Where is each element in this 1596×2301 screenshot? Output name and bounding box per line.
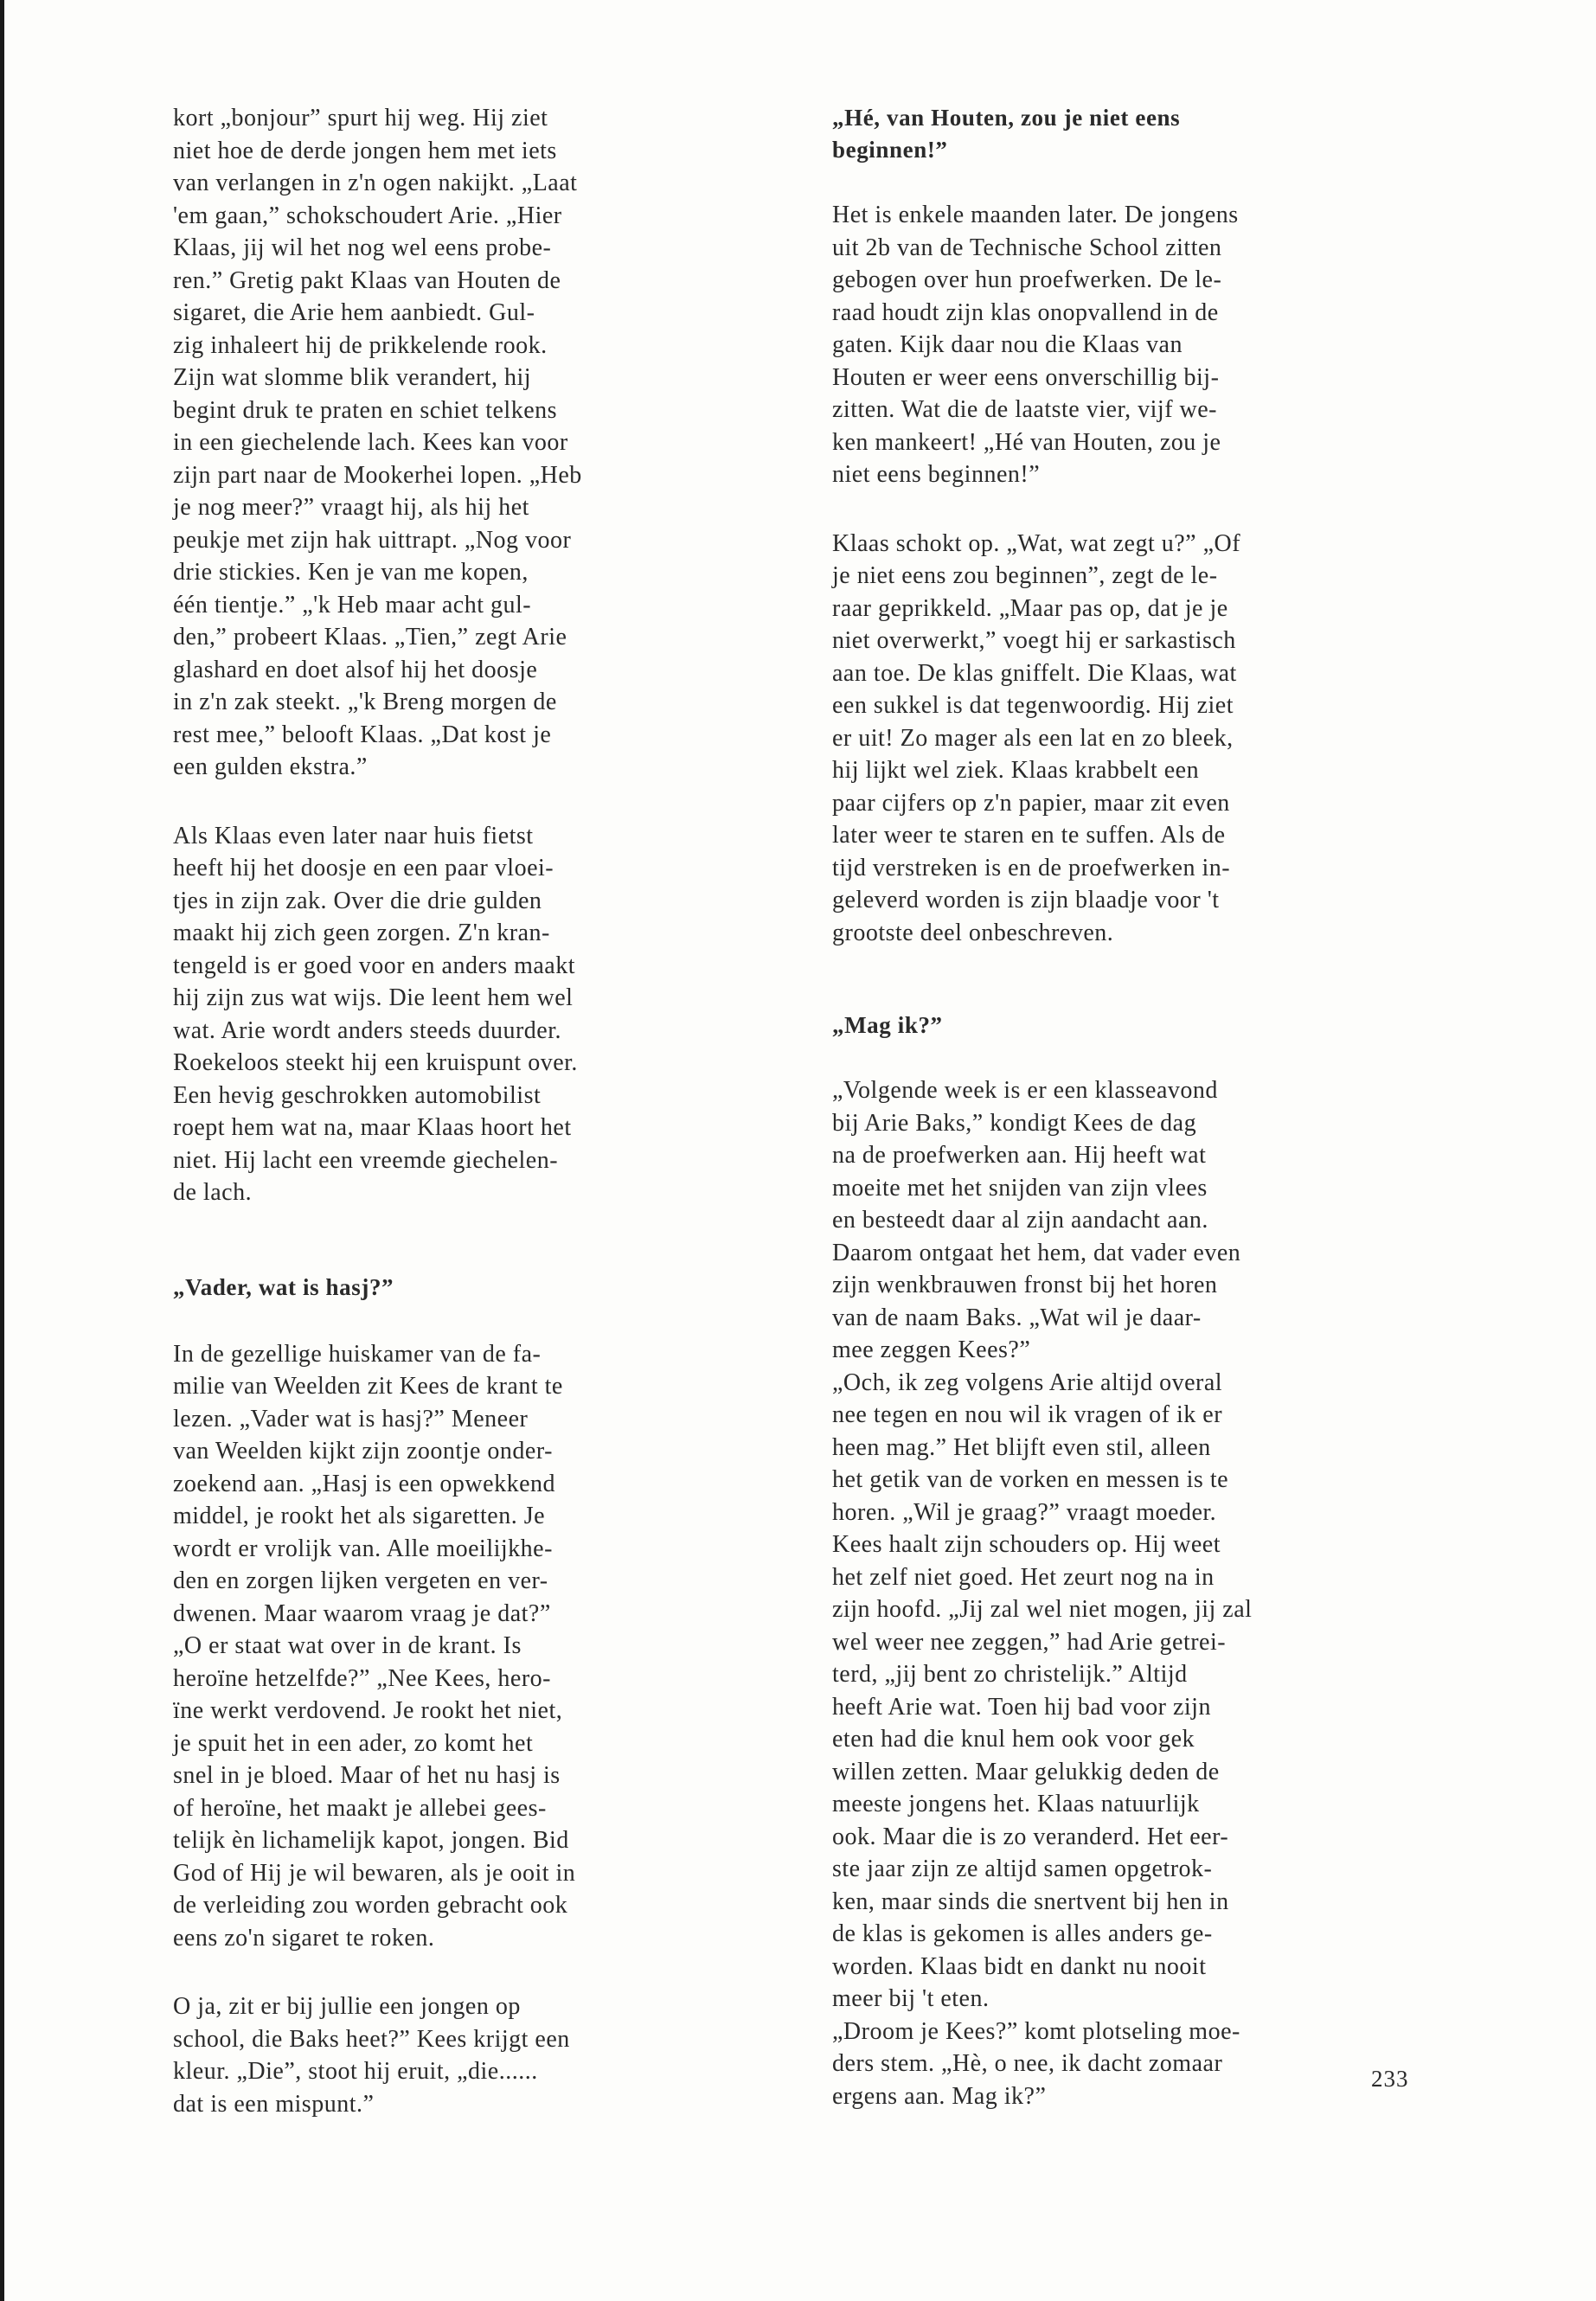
section-heading: „Mag ik?” (832, 1012, 943, 1038)
scan-edge (0, 0, 4, 2301)
section-heading: „Hé, van Houten, zou je niet eens beginnen!” (832, 105, 1181, 163)
section-heading: „Vader, wat is hasj?” (173, 1273, 394, 1300)
left-column (173, 102, 748, 2120)
paragraph: Als Klaas even later naar huis fietst heeft hij het doosje en een paar vloei- tjes in zijn zak. Over die drie gulden maakt hij zich geen zorgen. Z'n kran- tengeld is er goed voor en anders maakt hij zijn zus wat wijs. Die leent hem wel wat. Arie wordt anders steeds duurder. Roekeloos steekt hij een kruispunt over. Een hevig geschrokken automobilist roept hem wat na, maar Klaas hoort het niet. Hij lacht een vreemde giechelen- de lach. (173, 822, 578, 1206)
paragraph: In de gezellige huiskamer van de fa- milie van Weelden zit Kees de krant te lezen. „Vader wat is hasj?” Meneer van Weelden kijkt zijn zoontje onder- zoekend aan. „Hasj is een opwekkend middel, je rookt het als sigaretten. Je wordt er vrolijk van. Alle moeilijkhe- den en zorgen lijken vergeten en ver- dwenen. Maar waarom vraag je dat?” „O er staat wat over in de krant. Is heroïne hetzelfde?” „Nee Kees, hero- ïne werkt verdovend. Je rookt het niet, je spuit het in een ader, zo komt het snel in je bloed. Maar of het nu hasj is of heroïne, het maakt je allebei gees- telijk èn lichamelijk kapot, jongen. Bid God of Hij je wil bewaren, als je ooit in de verleiding zou worden gebracht ook eens zo'n sigaret te roken. (173, 1340, 576, 1952)
paragraph: „Volgende week is er een klasseavond bij Arie Baks,” kondigt Kees de dag na de proefwerken aan. Hij heeft wat moeite met het snijden van zijn vlees en besteedt daar al zijn aandacht aan. Daarom ontgaat het hem, dat vader even zijn wenkbrauwen fronst bij het horen van de naam Baks. „Wat wil je daar- mee zeggen Kees?” „Och, ik zeg volgens Arie altijd overal nee tegen en nou wil ik vragen of ik er heen mag.” Het blijft even stil, alleen het getik van de vorken en messen is te horen. „Wil je graag?” vraagt moeder. Kees haalt zijn schouders op. Hij weet het zelf niet goed. Het zeurt nog na in zijn hoofd. „Jij zal wel niet mogen, jij zal wel weer nee zeggen,” had Arie getrei- terd, „jij bent zo christelijk.” Altijd heeft Arie wat. Toen hij bad voor zijn eten had die knul hem ook voor gek willen zetten. Maar gelukkig deden de meeste jongens het. Klaas natuurlijk ook. Maar die is zo veranderd. Het eer- ste jaar zijn ze altijd samen opgetrok- ken, maar sinds die snertvent bij hen in de klas is gekomen is alles anders ge- worden. Klaas bidt en dankt nu nooit meer bij 't eten. „Droom je Kees?” komt plotseling moe- ders stem. „Hè, o nee, ik dacht zomaar ergens aan. Mag ik?” (832, 1077, 1253, 2110)
paragraph: O ja, zit er bij jullie een jongen op school, die Baks heet?” Kees krijgt een kleur. „Die”, stoot hij eruit, „die...... dat is een mispunt.” (173, 1993, 570, 2118)
right-column (832, 102, 1413, 2112)
page-number: 233 (1371, 2066, 1409, 2092)
paragraph: Het is enkele maanden later. De jongens uit 2b van de Technische School zitten gebogen over hun proefwerken. De le- raad houdt zijn klas onopvallend in de gaten. Kijk daar nou die Klaas van Houten er weer eens onverschillig bij- zitten. Wat die de laatste vier, vijf we- ken mankeert! „Hé van Houten, zou je niet eens beginnen!” (832, 202, 1239, 488)
paragraph: Klaas schokt op. „Wat, wat zegt u?” „Of je niet eens zou beginnen”, zegt de le- raar geprikkeld. „Maar pas op, dat je je niet overwerkt,” voegt hij er sarkastisch aan toe. De klas gniffelt. Die Klaas, wat een sukkel is dat tegenwoordig. Hij ziet er uit! Zo mager als een lat en zo bleek, hij lijkt wel ziek. Klaas krabbelt een paar cijfers op z'n papier, maar zit even later weer te staren en te suffen. Als de tijd verstreken is en de proefwerken in- geleverd worden is zijn blaadje voor 't grootste deel onbeschreven. (832, 529, 1241, 946)
paragraph: kort „bonjour” spurt hij weg. Hij ziet niet hoe de derde jongen hem met iets van verlangen in z'n ogen nakijkt. „Laat 'em gaan,” schokschoudert Arie. „Hier Klaas, jij wil het nog wel eens probe- ren.” Gretig pakt Klaas van Houten de sigaret, die Arie hem aanbiedt. Gul- zig inhaleert hij de prikkelende rook. Zijn wat slomme blik verandert, hij begint druk te praten en schiet telkens in een giechelende lach. Kees kan voor zijn part naar de Mookerhei lopen. „Heb je nog meer?” vraagt hij, als hij het peukje met zijn hak uittrapt. „Nog voor drie stickies. Ken je van me kopen, één tientje.” „'k Heb maar acht gul- den,” probeert Klaas. „Tien,” zegt Arie glashard en doet alsof hij het doosje in z'n zak steekt. „'k Breng morgen de rest mee,” belooft Klaas. „Dat kost je een gulden ekstra.” (173, 105, 582, 780)
